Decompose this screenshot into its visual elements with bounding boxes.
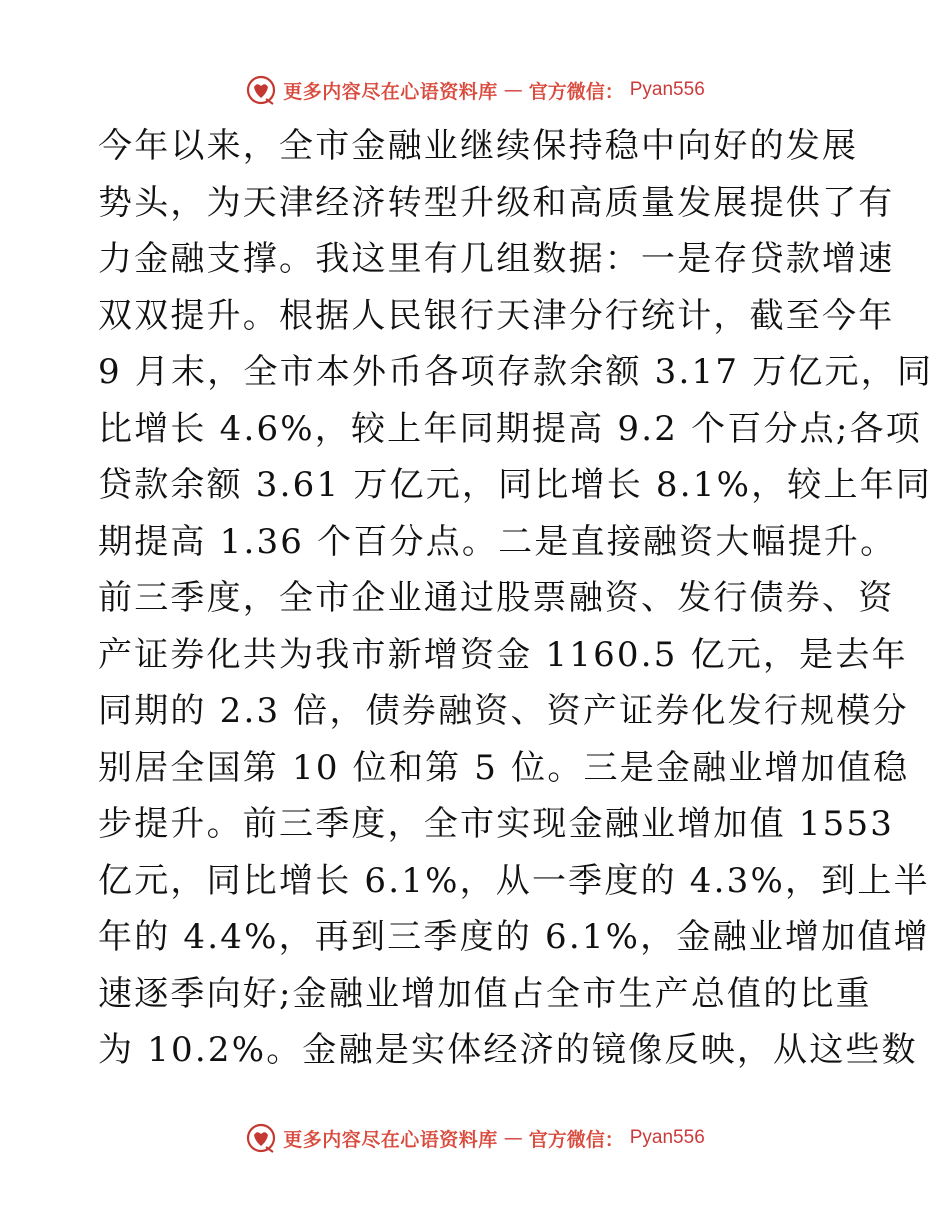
body-line: 步提升。前三季度，全市实现金融业增加值 1553 <box>98 804 895 844</box>
body-line: 产证券化共为我市新增资金 1160.5 亿元，是去年 <box>98 634 908 675</box>
heart-pen-logo-icon <box>245 1122 277 1154</box>
body-line: 速逐季向好;金融业增加值占全市生产总值的比重 <box>98 973 872 1014</box>
body-line: 年的 4.4%，再到三季度的 6.1%，金融业增加值增 <box>98 917 930 957</box>
body-line: 亿元，同比增长 6.1%，从一季度的 4.3%，到上半 <box>98 860 930 901</box>
watermark-brand-text: 更多内容尽在心语资料库 <box>283 1128 498 1151</box>
header-watermark <box>0 70 950 110</box>
watermark-dash: — <box>503 79 523 101</box>
heart-pen-logo-icon <box>245 74 277 106</box>
body-line: 比增长 4.6%，较上年同期提高 9.2 个百分点;各项 <box>98 408 922 449</box>
watermark-dash: — <box>503 1127 523 1149</box>
watermark-wechat-id: Pyan556 <box>629 1127 705 1148</box>
body-line: 双双提升。根据人民银行天津分行统计，截至今年 <box>98 295 895 336</box>
body-line: 力金融支撑。我这里有几组数据：一是存贷款增速 <box>98 239 895 279</box>
body-line: 别居全国第 10 位和第 5 位。三是金融业增加值稳 <box>98 747 910 788</box>
body-line: 今年以来，全市金融业继续保持稳中向好的发展 <box>98 126 859 166</box>
body-line: 贷款余额 3.61 万亿元，同比增长 8.1%，较上年同 <box>98 465 933 505</box>
body-line: 9 月末，全市本外币各项存款余额 3.17 万亿元，同 <box>98 352 934 392</box>
body-line: 势头，为天津经济转型升级和高质量发展提供了有 <box>98 182 895 223</box>
watermark-brand-text: 更多内容尽在心语资料库 <box>283 80 498 103</box>
watermark-official-label: 官方微信： <box>528 80 624 103</box>
document-body <box>98 118 934 1079</box>
footer-watermark <box>0 1118 950 1158</box>
body-line: 期提高 1.36 个百分点。二是直接融资大幅提升。 <box>98 521 897 562</box>
body-line: 同期的 2.3 倍，债券融资、资产证券化发行规模分 <box>98 691 909 731</box>
body-line: 为 10.2%。金融是实体经济的镜像反映，从这些数 <box>98 1030 918 1070</box>
watermark-wechat-id: Pyan556 <box>629 79 705 100</box>
watermark-official-label: 官方微信： <box>528 1128 624 1151</box>
body-line: 前三季度，全市企业通过股票融资、发行债券、资 <box>98 578 895 618</box>
